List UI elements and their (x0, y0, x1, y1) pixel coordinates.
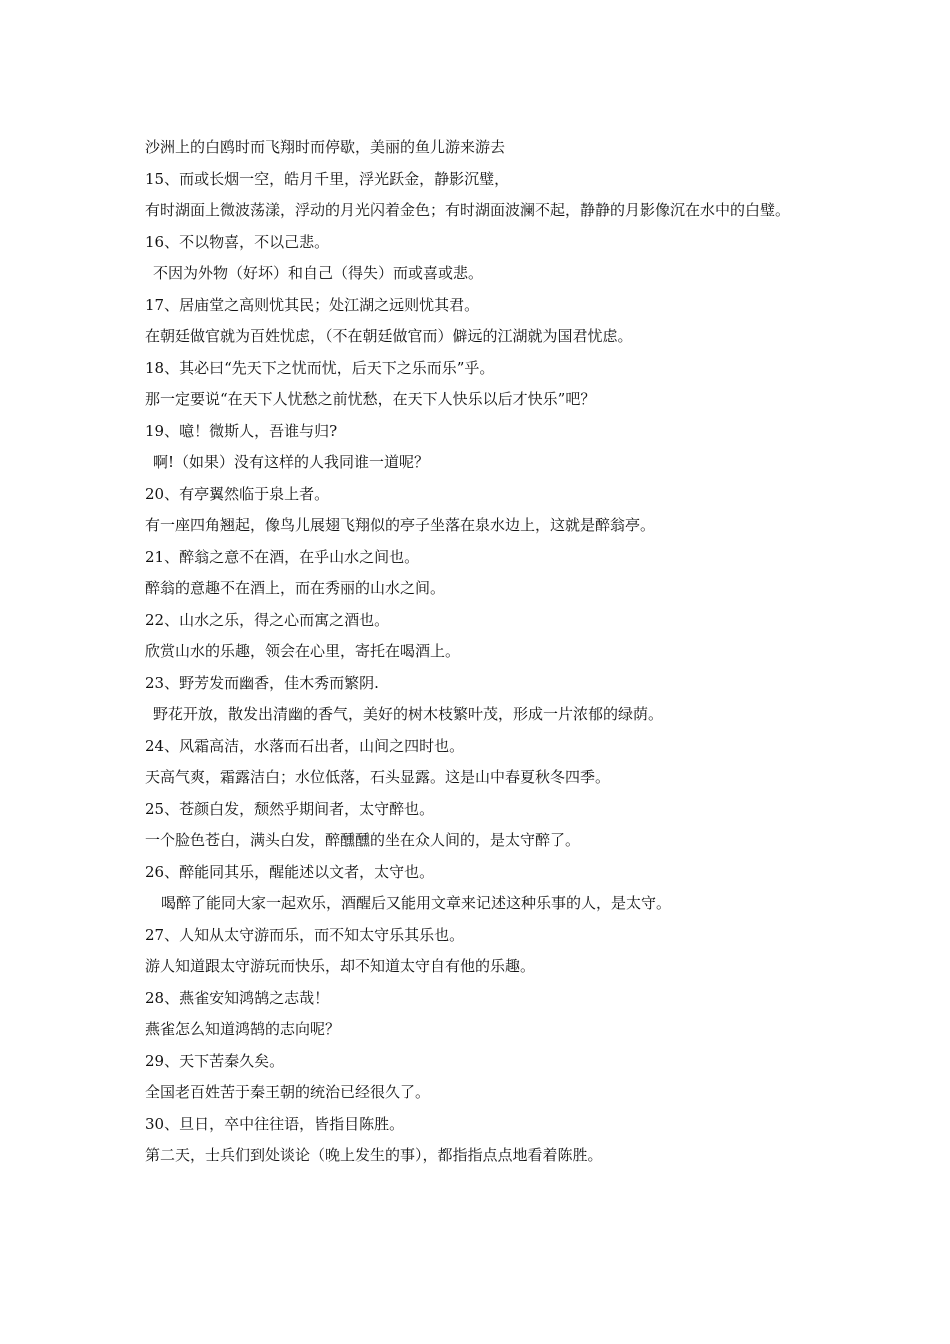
text-line: 第二天，士兵们到处谈论（晚上发生的事），都指指点点地看着陈胜。 (145, 1146, 603, 1164)
text-line: 17、居庙堂之高则忧其民；处江湖之远则忧其君。 (145, 295, 480, 314)
text-line: 啊!（如果）没有这样的人我同谁一道呢？ (153, 453, 430, 471)
document-body (145, 132, 845, 1172)
text-line: 22、山水之乐，得之心而寓之酒也。 (145, 610, 390, 629)
text-line: 全国老百姓苦于秦王朝的统治已经很久了。 (145, 1083, 431, 1101)
text-line: 野花开放，散发出清幽的香气，美好的树木枝繁叶茂，形成一片浓郁的绿荫。 (153, 705, 664, 723)
text-line: 15、而或长烟一空，皓月千里，浮光跃金，静影沉璧， (145, 169, 510, 188)
text-line: 有一座四角翘起，像鸟儿展翅飞翔似的亭子坐落在泉水边上，这就是醉翁亭。 (145, 516, 656, 534)
text-line: 27、人知从太守游而乐，而不知太守乐其乐也。 (145, 925, 465, 944)
text-line: 在朝廷做官就为百姓忧虑，（不在朝廷做官而）僻远的江湖就为国君忧虑。 (145, 327, 633, 345)
text-line: 天高气爽，霜露洁白；水位低落，石头显露。这是山中春夏秋冬四季。 (145, 768, 611, 786)
text-line: 游人知道跟太守游玩而快乐，却不知道太守自有他的乐趣。 (145, 957, 536, 975)
text-line: 16、不以物喜，不以己悲。 (145, 232, 330, 251)
text-line: 有时湖面上微波荡漾，浮动的月光闪着金色；有时湖面波澜不起，静静的月影像沉在水中的白璧。 (145, 201, 791, 219)
text-line: 一个脸色苍白，满头白发，醉醺醺的坐在众人间的，是太守醉了。 (145, 831, 581, 849)
text-line: 醉翁的意趣不在酒上，而在秀丽的山水之间。 (145, 579, 446, 597)
text-line: 18、其必曰“先天下之忧而忧，后天下之乐而乐”乎。 (145, 358, 495, 377)
text-line: 29、天下苦秦久矣。 (145, 1051, 285, 1070)
text-line: 23、野芳发而幽香，佳木秀而繁阴. (145, 673, 379, 692)
text-line: 26、醉能同其乐，醒能述以文者，太守也。 (145, 862, 435, 881)
text-line: 喝醉了能同大家一起欢乐，酒醒后又能用文章来记述这种乐事的人，是太守。 (161, 894, 672, 912)
text-line: 28、燕雀安知鸿鹄之志哉！ (145, 988, 330, 1007)
text-line: 25、苍颜白发，颓然乎期间者，太守醉也。 (145, 799, 435, 818)
text-line: 19、噫！微斯人，吾谁与归? (145, 421, 338, 440)
text-line: 那一定要说“在天下人忧愁之前忧愁，在天下人快乐以后才快乐”吧？ (145, 390, 596, 408)
text-line: 24、风霜高洁，水落而石出者，山间之四时也。 (145, 736, 465, 755)
text-line: 不因为外物（好坏）和自己（得失）而或喜或悲。 (153, 264, 484, 282)
text-line: 20、有亭翼然临于泉上者。 (145, 484, 330, 503)
text-line: 21、醉翁之意不在酒，在乎山水之间也。 (145, 547, 420, 566)
text-line: 沙洲上的白鸥时而飞翔时而停歇，美丽的鱼儿游来游去 (145, 138, 506, 156)
text-line: 30、旦日，卒中往往语，皆指目陈胜。 (145, 1114, 405, 1133)
text-line: 燕雀怎么知道鸿鹄的志向呢？ (145, 1020, 341, 1038)
text-line: 欣赏山水的乐趣，领会在心里，寄托在喝酒上。 (145, 642, 461, 660)
